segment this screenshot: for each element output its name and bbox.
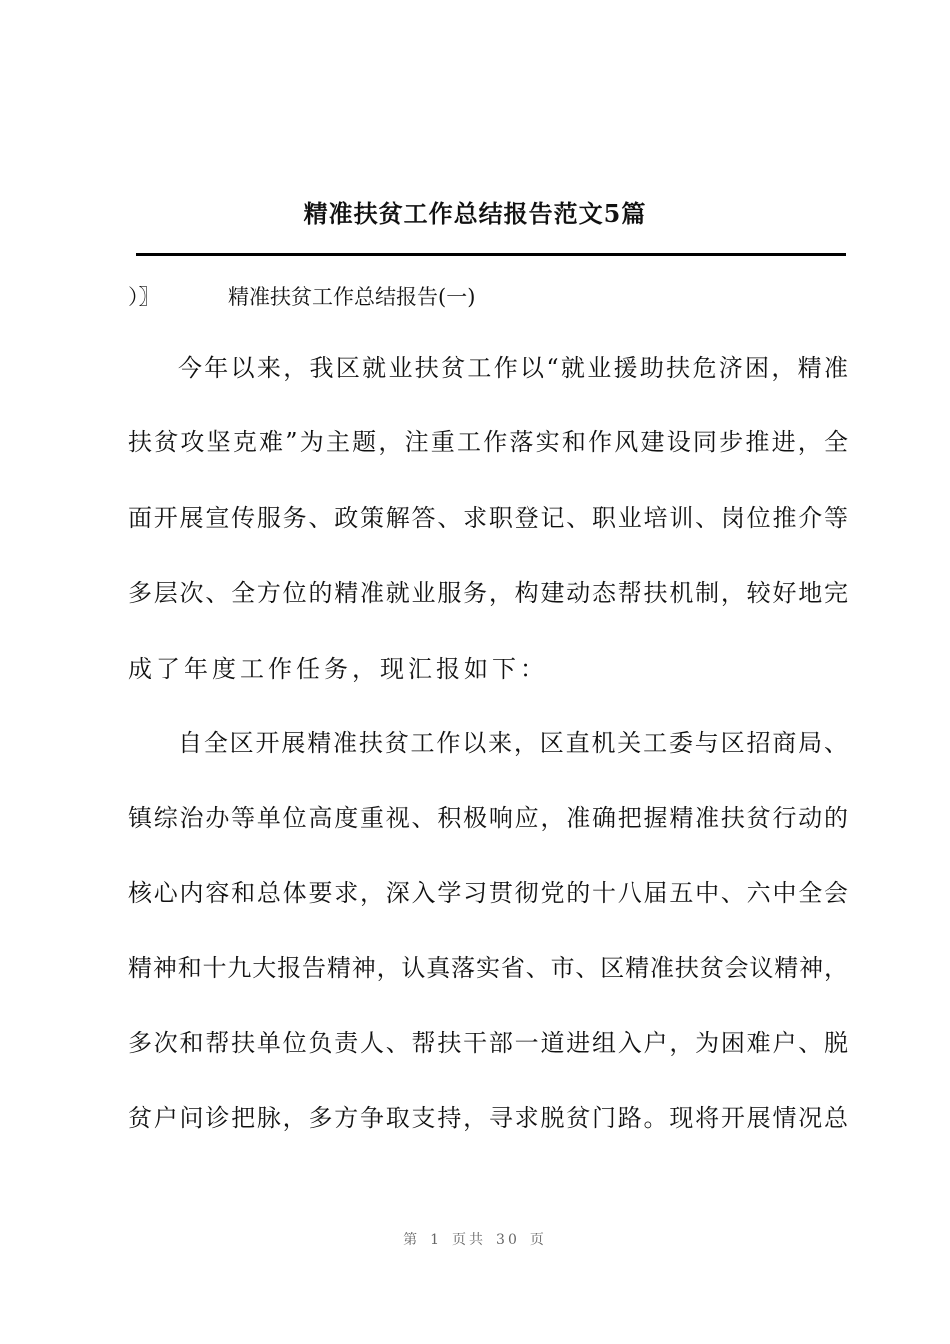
paragraph-line: 精神和十九大报告精神，认真落实省、市、区精准扶贫会议精神， [128, 954, 848, 982]
footer-suffix: 页 [529, 1232, 547, 1248]
footer-total-pages: 30 [496, 1232, 520, 1248]
paragraph-line: 面开展宣传服务、政策解答、求职登记、职业培训、岗位推介等 [128, 504, 848, 532]
section-heading-text: 精准扶贫工作总结报告(一) [228, 285, 476, 309]
footer-middle: 页共 [452, 1232, 487, 1248]
footer-prefix: 第 [403, 1232, 421, 1248]
paragraph-line: 今年以来，我区就业扶贫工作以“就业援助扶危济困，精准 [178, 354, 848, 382]
section-heading-marker: ）〗 [128, 285, 160, 309]
document-title: 精准扶贫工作总结报告范文5篇 [303, 199, 647, 228]
paragraph-line: 多层次、全方位的精准就业服务，构建动态帮扶机制，较好地完 [128, 579, 848, 607]
paragraph-line: 镇综治办等单位高度重视、积极响应，准确把握精准扶贫行动的 [128, 804, 848, 832]
paragraph-line: 多次和帮扶单位负责人、帮扶干部一道进组入户，为困难户、脱 [128, 1029, 848, 1057]
paragraph-line: 核心内容和总体要求，深入学习贯彻党的十八届五中、六中全会 [128, 879, 848, 907]
paragraph-line: 成了年度工作任务，现汇报如下： [128, 655, 548, 683]
page-footer [0, 1229, 950, 1249]
section-heading [128, 282, 475, 312]
paragraph-line: 扶贫攻坚克难”为主题，注重工作落实和作风建设同步推进，全 [128, 428, 848, 456]
paragraph-line: 自全区开展精准扶贫工作以来，区直机关工委与区招商局、 [178, 729, 848, 757]
paragraph-line: 贫户问诊把脉，多方争取支持，寻求脱贫门路。现将开展情况总 [128, 1104, 848, 1132]
title-underline [136, 253, 846, 256]
footer-current-page: 1 [430, 1232, 443, 1248]
